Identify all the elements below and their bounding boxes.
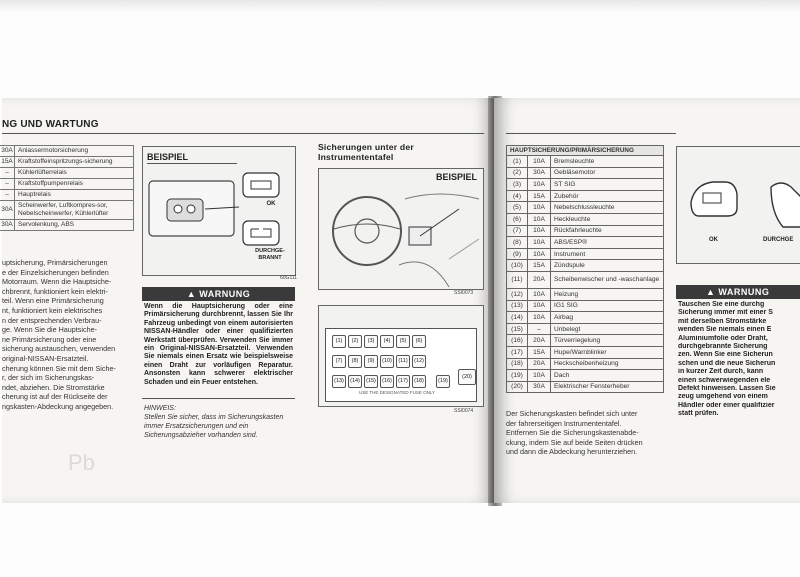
steering-wheel-illustration [319,169,483,289]
fuse-circuit: Gebläsemotor [551,167,664,179]
right-warning-header [676,285,800,299]
table-row [507,323,664,335]
table-row [507,156,664,168]
fuse-circuit: Heizung [551,288,664,300]
fuse-description: Kraftstoffeinspritzungs-sicherung [15,157,134,168]
fuse-box-caption: USE THE DESIGNATED FUSE ONLY [359,390,436,395]
fuse-amperage: 30A [528,167,551,179]
table-row [507,167,664,179]
table-row [0,157,134,168]
text-line: Entfernen Sie die Sicherungskastenabde- [506,428,639,438]
ok-label: OK [266,201,276,207]
table-row [507,335,664,347]
engine-fuse-table [0,145,134,231]
fuse-slot: (16) [380,375,394,388]
fuse-circuit: ABS/ESP® [551,237,664,249]
fuse-amperage: 15A [528,260,551,272]
table-row [507,346,664,358]
warning-line: Händler oder einer qualifizier [678,401,775,409]
fuse-slot: (13) [332,375,346,388]
header-rule [2,133,484,134]
fuse-number: (4) [507,190,528,202]
table-row [507,260,664,272]
fuse-number: (15) [507,323,528,335]
fuse-circuit: Zündspule [551,260,664,272]
right-warning-text [676,299,800,421]
text-line: cherung ist auf der Rückseite der [2,392,108,402]
table-row [507,213,664,225]
fuse-amperage: – [0,168,15,179]
fuse-description: Hauptrelais [15,190,134,201]
left-page [2,98,494,503]
fuse-amperage: 10A [528,156,551,168]
fuse-slot: (15) [364,375,378,388]
fuse-amperage: 10A [528,370,551,382]
figure-code: 60G111 [280,275,298,281]
fuse-circuit: Hupe/Warnblinker [551,346,664,358]
fuse-number: (13) [507,300,528,312]
text-line: ndet, abziehen. Die Stromstärke [2,382,105,392]
fuse-number: (6) [507,213,528,225]
table-row [0,168,134,179]
fuse-number: (19) [507,370,528,382]
table-row [507,288,664,300]
fuse-amperage: 10A [528,202,551,214]
fuse-circuit: ST SIG [551,179,664,191]
fuse-assignment-table [506,145,664,393]
fuse-slot: (5) [396,335,410,348]
fuse-description: Kühlerlüfterrelais [15,168,134,179]
table-row [507,237,664,249]
fuse-amperage: 15A [528,190,551,202]
fuse-amperage: 15A [0,157,15,168]
example-title: BEISPIEL [147,152,189,162]
text-line: chbrennt, funktioniert kein elektri- [2,286,108,296]
fuse-number: (8) [507,237,528,249]
right-warning-title: WARNUNG [718,287,770,297]
warning-line: Sicherung immer mit einer S [678,309,773,317]
warning-line: in kurzer Zeit durch, kann [678,368,764,376]
fuse-circuit: Instrument [551,248,664,260]
warning-line: zen. Wenn Sie eine Sicherun [678,351,773,359]
warning-line: mit derselben Stromstärke [678,317,767,325]
warning-line: einen schwerwiegenden ele [678,376,771,384]
fuse-slot: (19) [436,375,450,388]
fig-burnt-label: DURCHGE [763,237,794,243]
right-warning-box [676,285,800,421]
fuse-amperage: 15A [528,346,551,358]
fuse-amperage: 10A [528,288,551,300]
fuse-slot: (18) [412,375,426,388]
fuse-number: (20) [507,381,528,393]
fuse-comparison-figure [676,146,800,264]
fuse-slot: (20) [458,369,476,385]
table-row [0,220,134,231]
section-header: NG UND WARTUNG [2,119,99,130]
table-header: HAUPTSICHERUNG/PRIMÄRSICHERUNG [507,146,664,156]
fuse-description: Scheinwerfer, Luftkompres-sor, Nebelscheinwerfer, Kühlerlüfter [15,201,134,220]
table-row [507,381,664,393]
fuse-box-location-text [506,409,674,457]
text-line: nt, funktioniert kein elektrisches [2,305,103,315]
warning-line: schen und die neue Sicherun [678,359,776,367]
fuse-circuit: Türverriegelung [551,335,664,347]
right-header-rule [506,133,676,134]
fuse-amperage: 10A [528,248,551,260]
fuse-box-code: SSI0074 [454,408,474,414]
fuse-slot: (7) [332,355,346,368]
fuse-number: (3) [507,179,528,191]
fuse-circuit: Elektrischer Fensterheber [551,381,664,393]
text-line: original-NISSAN-Ersatzteil. [2,353,89,363]
dashboard-code: SSI0073 [454,290,474,296]
text-line: Motorraum. Wenn die Hauptsiche- [2,277,112,287]
fuse-circuit: Zubehör [551,190,664,202]
text-line: n der entsprechenden Verbrau- [2,315,102,325]
fuse-slot: (8) [348,355,362,368]
fig-ok-label: OK [709,237,718,243]
fuse-number: (14) [507,312,528,324]
fuse-amperage: – [528,323,551,335]
warning-box [142,287,295,389]
fuse-description: Servolenkung, ABS [15,220,134,231]
dashboard-example-label: BEISPIEL [435,172,477,182]
fuse-number: (5) [507,202,528,214]
fuse-circuit: Heckleuchte [551,213,664,225]
fuse-number: (2) [507,167,528,179]
fuse-amperage: 10A [528,225,551,237]
fuse-slot: (10) [380,355,394,368]
fuse-amperage: 30A [528,381,551,393]
fuse-number: (18) [507,358,528,370]
fuse-number: (1) [507,156,528,168]
fuse-example-figure [142,146,296,276]
warning-line: Aluminiumfolie oder Draht, [678,334,768,342]
table-row [507,202,664,214]
table-row [507,271,664,288]
fuse-circuit: Dach [551,370,664,382]
fuse-circuit: IG1 SIG [551,300,664,312]
table-row [0,146,134,157]
fuse-slot: (3) [364,335,378,348]
fuse-box-figure [318,305,484,407]
fuse-number: (7) [507,225,528,237]
warning-line: Defekt hinweisen. Lassen Sie [678,385,776,393]
warning-rule [142,398,295,399]
table-row [0,179,134,190]
fuse-circuit: Rückfahrleuchte [551,225,664,237]
fuse-number: (9) [507,248,528,260]
fuse-amperage: 20A [528,358,551,370]
fuse-number: (12) [507,288,528,300]
text-line: ne Primärsicherung oder eine [2,334,97,344]
fuse-number: (17) [507,346,528,358]
text-line: und dann die Abdeckung herunterziehen. [506,447,638,457]
fuse-amperage: 30A [0,201,15,220]
fuse-circuit: Scheibenwischer und -waschanlage [551,271,664,288]
burnt-label: DURCHGE- BRANNT [255,248,285,261]
table-row [507,312,664,324]
table-row [507,358,664,370]
fuse-circuit: Unbelegt [551,323,664,335]
fuse-slot: (1) [332,335,346,348]
text-line: der fahrerseitigen Instrumententafel. [506,418,622,428]
warning-icon: ▲ [186,289,200,299]
text-line: sicherung austauschen, verwenden [2,344,116,354]
table-row [507,370,664,382]
right-page [494,98,800,503]
top-shadow [0,0,800,12]
fuse-amperage: – [0,179,15,190]
fuse-circuit: Airbag [551,312,664,324]
text-line: ngskasten-Abdeckung angegeben. [2,401,114,411]
fuse-description: Kraftstoffpumpenrelais [15,179,134,190]
text-line: cherung können Sie mit dem Siche- [2,363,116,373]
table-row [507,248,664,260]
fuse-slot: (9) [364,355,378,368]
warning-text: Wenn die Hauptsicherung oder eine Primärsicherung durchbrennt, lassen Sie Ihr Fahrzeug unbedingt von einem autorisierten NISSAN-Händler oder einer qualifizierten Werkstatt überprüfen. Verwenden Sie immer ein Original-NISSAN-Ersatzteil. Verwenden Sie niemals einen Ersatz wie beispielsweise einen Draht zur vorläufigen Reparatur. Ansonsten kann schwerer elektrischer Schaden und ein Feuer entstehen. [144,303,293,386]
bleed-through: Pb [68,450,95,475]
fuse-amperage: 10A [528,237,551,249]
fuse-amperage: 10A [528,300,551,312]
fuse-amperage: – [0,190,15,201]
fuse-slot: (4) [380,335,394,348]
fuse-number: (10) [507,260,528,272]
fuse-amperage: 10A [528,179,551,191]
warning-line: durchgebrannte Sicherung [678,343,768,351]
warning-line: zeug umgehend von einem [678,393,768,401]
dashboard-figure [318,168,484,290]
interior-fuses-title: Sicherungen unter der Instrumententafel [318,142,414,162]
right-warning-icon: ▲ [706,287,719,297]
hint-title: HINWEIS: [144,405,176,412]
table-row [0,190,134,201]
text-line: uptsicherung, Primärsicherungen [2,258,108,267]
example-title-rule [147,163,237,164]
text-line: ge. Wenn Sie die Hauptsiche- [2,325,97,335]
fuse-slot: (6) [412,335,426,348]
table-row [507,300,664,312]
fuse-description: Anlassermotorsicherung [15,146,134,157]
hint-text: Stellen Sie sicher, dass im Sicherungskasten immer Ersatzsicherungen und ein Sicherungsabzieher vorhanden sind. [144,414,284,439]
warning-header [142,287,295,301]
fuse-number: (16) [507,335,528,347]
fuse-circuit: Heckscheibenheizung [551,358,664,370]
fuse-amperage: 10A [528,312,551,324]
fuse-slot: (12) [412,355,426,368]
text-line: r, der sich im Sicherungskas- [2,373,95,383]
text-line: e der Einzelsicherungen befinden [2,267,109,277]
fuse-amperage: 30A [0,220,15,231]
text-line: teil. Wenn eine Primärsicherung [2,296,104,306]
fuse-slot: (14) [348,375,362,388]
table-row [507,179,664,191]
main-fuse-text [2,258,132,412]
fuse-illustration [677,147,800,263]
fuse-circuit: Nebelschlussleuchte [551,202,664,214]
text-line: Der Sicherungskasten befindet sich unter [506,409,638,418]
fuse-slot: (17) [396,375,410,388]
warning-line: statt prüfen. [678,410,719,418]
fuse-amperage: 20A [528,271,551,288]
fuse-amperage: 10A [528,213,551,225]
fuse-amperage: 30A [0,146,15,157]
hint-block [144,404,294,440]
warning-title: WARNUNG [199,289,251,299]
warning-line: wenden Sie niemals einen E [678,326,772,334]
fuse-amperage: 20A [528,335,551,347]
fuse-number: (11) [507,271,528,288]
fuse-slot: (11) [396,355,410,368]
fuse-circuit: Bremsleuchte [551,156,664,168]
table-row [0,201,134,220]
text-line: ckung, indem Sie auf beide Seiten drücken [506,437,643,447]
table-row [507,225,664,237]
table-row [507,190,664,202]
fuse-slot: (2) [348,335,362,348]
warning-line: Tauschen Sie eine durchg [678,301,765,308]
